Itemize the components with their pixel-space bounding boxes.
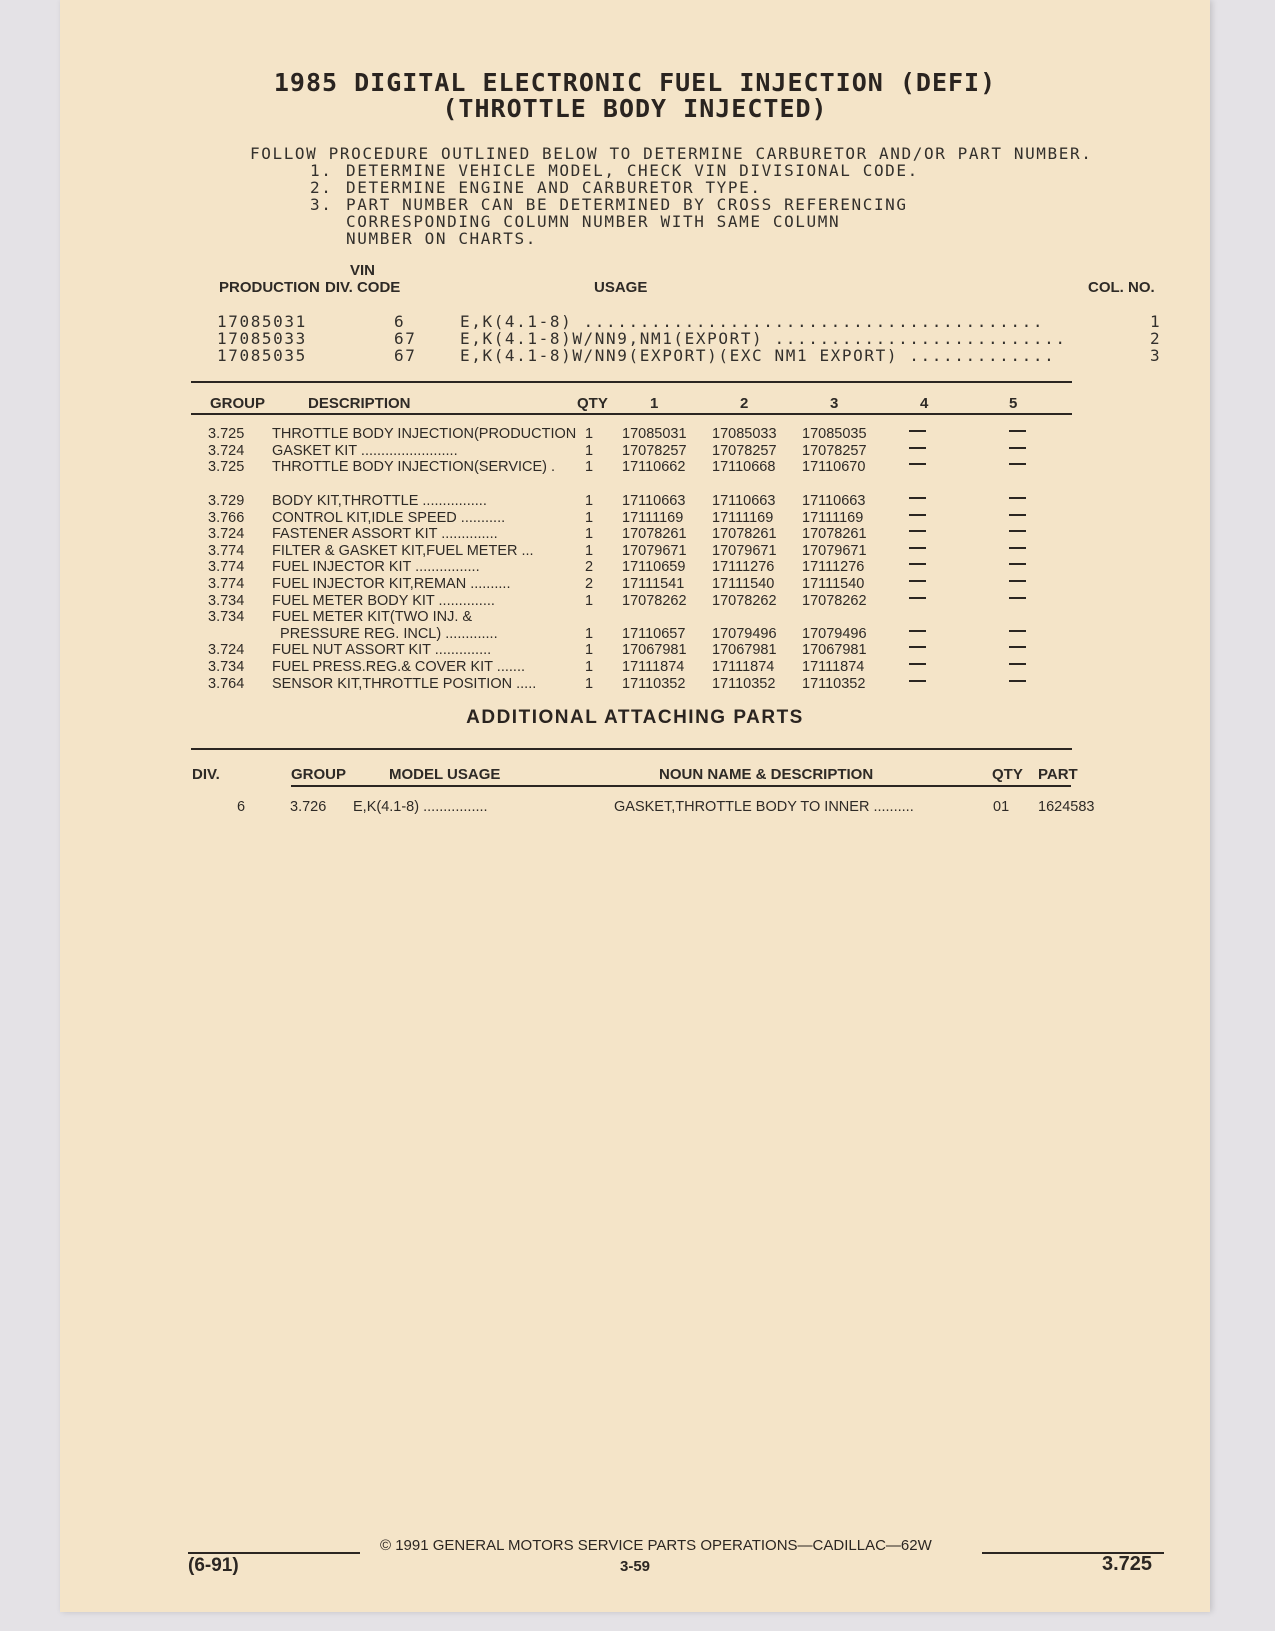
cell-col-3: 17078257	[802, 442, 867, 459]
cell-col-3: 17110352	[802, 675, 866, 692]
empty-column-dash-5	[1009, 597, 1026, 599]
divider	[291, 785, 1071, 787]
cell-group: 3.725	[208, 426, 245, 442]
cell-description: FUEL PRESS.REG.& COVER KIT .......	[272, 659, 526, 675]
divider	[191, 381, 1072, 383]
cell-group: 3.734	[208, 659, 245, 675]
cell-col-1: 17111169	[622, 509, 684, 526]
empty-column-dash-4	[909, 563, 926, 565]
cell-qty: 1	[585, 592, 594, 609]
usage: E,K(4.1-8)W/NN9(EXPORT)(EXC NM1 EXPORT) .............	[460, 346, 1056, 365]
header-group: GROUP	[291, 766, 347, 783]
cell-description: FUEL INJECTOR KIT,REMAN ..........	[272, 576, 511, 592]
empty-column-dash-5	[1009, 447, 1026, 449]
cell-description: FILTER & GASKET KIT,FUEL METER ...	[272, 542, 534, 559]
header-col-4: 4	[920, 395, 929, 412]
empty-column-dash-4	[909, 597, 926, 599]
production-number: 17085033	[217, 329, 307, 348]
header-vin: VIN	[350, 262, 376, 279]
cell-col-3: 17110670	[802, 459, 866, 476]
cell-col-3: 17067981	[802, 642, 867, 659]
cell-col-2: 17111874	[712, 659, 775, 675]
cell-qty: 1	[585, 642, 594, 659]
cell-description: FUEL NUT ASSORT KIT ..............	[272, 642, 492, 659]
step-text: DETERMINE ENGINE AND CARBURETOR TYPE.	[346, 178, 762, 197]
header-production: PRODUCTION	[219, 279, 320, 296]
step-continuation: NUMBER ON CHARTS.	[346, 229, 537, 248]
cell-description: FUEL METER KIT(TWO INJ. &	[272, 609, 473, 626]
empty-column-dash-5	[1009, 580, 1026, 582]
cell-col-2: 17078257	[712, 442, 777, 459]
footer-copyright: © 1991 GENERAL MOTORS SERVICE PARTS OPERATIONS—CADILLAC—62W	[380, 1537, 932, 1554]
cell-qty: 1	[585, 625, 594, 642]
cell-col-3: 17111874	[802, 659, 865, 675]
cell-group: 3.726	[290, 799, 327, 815]
cell-group: 3.734	[208, 592, 245, 609]
cell-qty: 1	[585, 659, 594, 675]
step-continuation: CORRESPONDING COLUMN NUMBER WITH SAME COLUMN	[346, 212, 841, 231]
header-qty: QTY	[577, 395, 608, 412]
cell-qty: 1	[585, 493, 594, 509]
document-page	[60, 0, 1210, 1612]
cell-col-1: 17110662	[622, 459, 686, 476]
cell-group: 3.774	[208, 576, 245, 592]
header-model-usage: MODEL USAGE	[389, 766, 501, 783]
cell-description: THROTTLE BODY INJECTION(PRODUCTION	[272, 426, 577, 442]
cell-col-3: 17111540	[802, 576, 865, 592]
header-div-code: DIV. CODE	[325, 279, 401, 296]
page-subtitle: (THROTTLE BODY INJECTED)	[442, 94, 828, 123]
cell-col-1: 17067981	[622, 642, 687, 659]
cell-col-2: 17079496	[712, 625, 777, 642]
header-usage: USAGE	[594, 279, 648, 296]
cell-col-2: 17067981	[712, 642, 777, 659]
cell-col-1: 17110663	[622, 493, 686, 509]
cell-col-1: 17110659	[622, 559, 686, 576]
empty-column-dash-5	[1009, 430, 1026, 432]
footer-rule-left	[188, 1552, 360, 1554]
div-code: 67	[394, 346, 417, 365]
empty-column-dash-4	[909, 447, 926, 449]
cell-qty: 1	[585, 426, 594, 442]
empty-column-dash-5	[1009, 663, 1026, 665]
cell-qty: 2	[585, 576, 594, 592]
cell-description: FUEL METER BODY KIT ..............	[272, 592, 495, 609]
page-title: 1985 DIGITAL ELECTRONIC FUEL INJECTION (DEFI)	[273, 68, 997, 97]
header-group: GROUP	[210, 395, 266, 412]
cell-col-2: 17078261	[712, 526, 777, 543]
cell-description: CONTROL KIT,IDLE SPEED ...........	[272, 509, 506, 526]
cell-col-2: 17110663	[712, 493, 776, 509]
cell-group: 3.774	[208, 542, 245, 559]
cell-part: 1624583	[1038, 799, 1095, 815]
header-noun-name: NOUN NAME & DESCRIPTION	[659, 766, 874, 783]
step-text: PART NUMBER CAN BE DETERMINED BY CROSS REFERENCING	[346, 195, 908, 214]
cell-group: 3.725	[208, 459, 245, 476]
production-number: 17085035	[217, 346, 307, 365]
cell-qty: 1	[585, 542, 594, 559]
empty-column-dash-4	[909, 530, 926, 532]
cell-group: 3.774	[208, 559, 245, 576]
cell-col-2: 17110668	[712, 459, 776, 476]
cell-col-3: 17110663	[802, 493, 866, 509]
empty-column-dash-4	[909, 580, 926, 582]
header-div: DIV.	[192, 766, 220, 783]
cell-col-2: 17085033	[712, 426, 777, 442]
cell-group: 3.724	[208, 642, 245, 659]
cell-col-1: 17078257	[622, 442, 687, 459]
div-code: 67	[394, 329, 417, 348]
empty-column-dash-5	[1009, 497, 1026, 499]
cell-col-3: 17111169	[802, 509, 864, 526]
cell-col-1: 17078261	[622, 526, 687, 543]
step-number: 3.	[310, 195, 333, 214]
empty-column-dash-4	[909, 547, 926, 549]
page-number: 3-59	[619, 1558, 651, 1575]
cell-col-2: 17111540	[712, 576, 775, 592]
header-col-2: 2	[740, 395, 749, 412]
empty-column-dash-5	[1009, 463, 1026, 465]
cell-col-3: 17078261	[802, 526, 867, 543]
empty-column-dash-4	[909, 463, 926, 465]
empty-column-dash-5	[1009, 680, 1026, 682]
cell-col-2: 17111169	[712, 509, 774, 526]
div-code: 6	[394, 312, 406, 331]
empty-column-dash-4	[909, 630, 926, 632]
empty-column-dash-5	[1009, 547, 1026, 549]
empty-column-dash-4	[909, 646, 926, 648]
cell-group: 3.766	[208, 509, 245, 526]
cell-col-1: 17111541	[622, 576, 685, 592]
section-number: 3.725	[1102, 1553, 1153, 1575]
cell-col-3: 17078262	[802, 592, 867, 609]
cell-qty: 1	[585, 509, 594, 526]
cell-div: 6	[237, 799, 246, 815]
header-col-1: 1	[650, 395, 659, 412]
empty-column-dash-4	[909, 497, 926, 499]
cell-qty: 1	[585, 526, 594, 543]
cell-group: 3.724	[208, 442, 245, 459]
cell-col-1: 17085031	[622, 426, 687, 442]
cell-col-1: 17110352	[622, 675, 686, 692]
col-no: 1	[1150, 312, 1162, 331]
cell-col-1: 17079671	[622, 542, 687, 559]
cell-group: 3.724	[208, 526, 245, 543]
cell-description: BODY KIT,THROTTLE ................	[272, 493, 487, 509]
empty-column-dash-4	[909, 430, 926, 432]
cell-model-usage: E,K(4.1-8) ................	[353, 799, 488, 815]
instructions-intro: FOLLOW PROCEDURE OUTLINED BELOW TO DETERMINE CARBURETOR AND/OR PART NUMBER.	[250, 144, 1093, 163]
cell-group: 3.734	[208, 609, 245, 626]
cell-qty: 2	[585, 559, 594, 576]
divider	[191, 413, 1072, 415]
header-qty: QTY	[992, 766, 1023, 783]
cell-col-1: 17078262	[622, 592, 687, 609]
cell-col-2: 17078262	[712, 592, 777, 609]
footer-date: (6-91)	[188, 1555, 239, 1576]
cell-description: PRESSURE REG. INCL) .............	[272, 625, 498, 642]
empty-column-dash-5	[1009, 630, 1026, 632]
step-number: 2.	[310, 178, 333, 197]
step-number: 1.	[310, 161, 333, 180]
cell-col-3: 17085035	[802, 426, 867, 442]
col-no: 3	[1150, 346, 1162, 365]
cell-description: SENSOR KIT,THROTTLE POSITION .....	[272, 675, 537, 692]
header-col-3: 3	[830, 395, 839, 412]
production-number: 17085031	[217, 312, 307, 331]
cell-qty: 01	[993, 799, 1010, 815]
header-col-5: 5	[1009, 395, 1018, 412]
cell-group: 3.764	[208, 675, 245, 692]
cell-qty: 1	[585, 675, 594, 692]
step-text: DETERMINE VEHICLE MODEL, CHECK VIN DIVISIONAL CODE.	[346, 161, 919, 180]
cell-col-2: 17111276	[712, 559, 775, 576]
empty-column-dash-5	[1009, 646, 1026, 648]
cell-qty: 1	[585, 459, 594, 476]
cell-group: 3.729	[208, 493, 245, 509]
cell-description: FASTENER ASSORT KIT ..............	[272, 526, 498, 543]
header-description: DESCRIPTION	[308, 395, 411, 412]
empty-column-dash-5	[1009, 563, 1026, 565]
empty-column-dash-4	[909, 514, 926, 516]
additional-heading: ADDITIONAL ATTACHING PARTS	[466, 707, 804, 728]
cell-description: GASKET KIT ........................	[272, 442, 458, 459]
cell-noun-name: GASKET,THROTTLE BODY TO INNER ..........	[614, 799, 914, 815]
divider	[191, 748, 1072, 750]
cell-col-3: 17079671	[802, 542, 867, 559]
empty-column-dash-5	[1009, 530, 1026, 532]
cell-col-3: 17111276	[802, 559, 865, 576]
cell-col-2: 17079671	[712, 542, 777, 559]
header-part: PART	[1038, 766, 1078, 783]
cell-qty: 1	[585, 442, 594, 459]
cell-col-1: 17110657	[622, 625, 686, 642]
empty-column-dash-4	[909, 663, 926, 665]
cell-col-3: 17079496	[802, 625, 867, 642]
cell-col-2: 17110352	[712, 675, 776, 692]
usage: E,K(4.1-8) .........................................	[460, 312, 1045, 331]
cell-description: THROTTLE BODY INJECTION(SERVICE) .	[272, 459, 556, 476]
empty-column-dash-4	[909, 680, 926, 682]
usage: E,K(4.1-8)W/NN9,NM1(EXPORT) ..........................	[460, 329, 1067, 348]
cell-col-1: 17111874	[622, 659, 685, 675]
empty-column-dash-5	[1009, 514, 1026, 516]
col-no: 2	[1150, 329, 1162, 348]
header-col-no: COL. NO.	[1088, 279, 1155, 296]
cell-description: FUEL INJECTOR KIT ................	[272, 559, 480, 576]
